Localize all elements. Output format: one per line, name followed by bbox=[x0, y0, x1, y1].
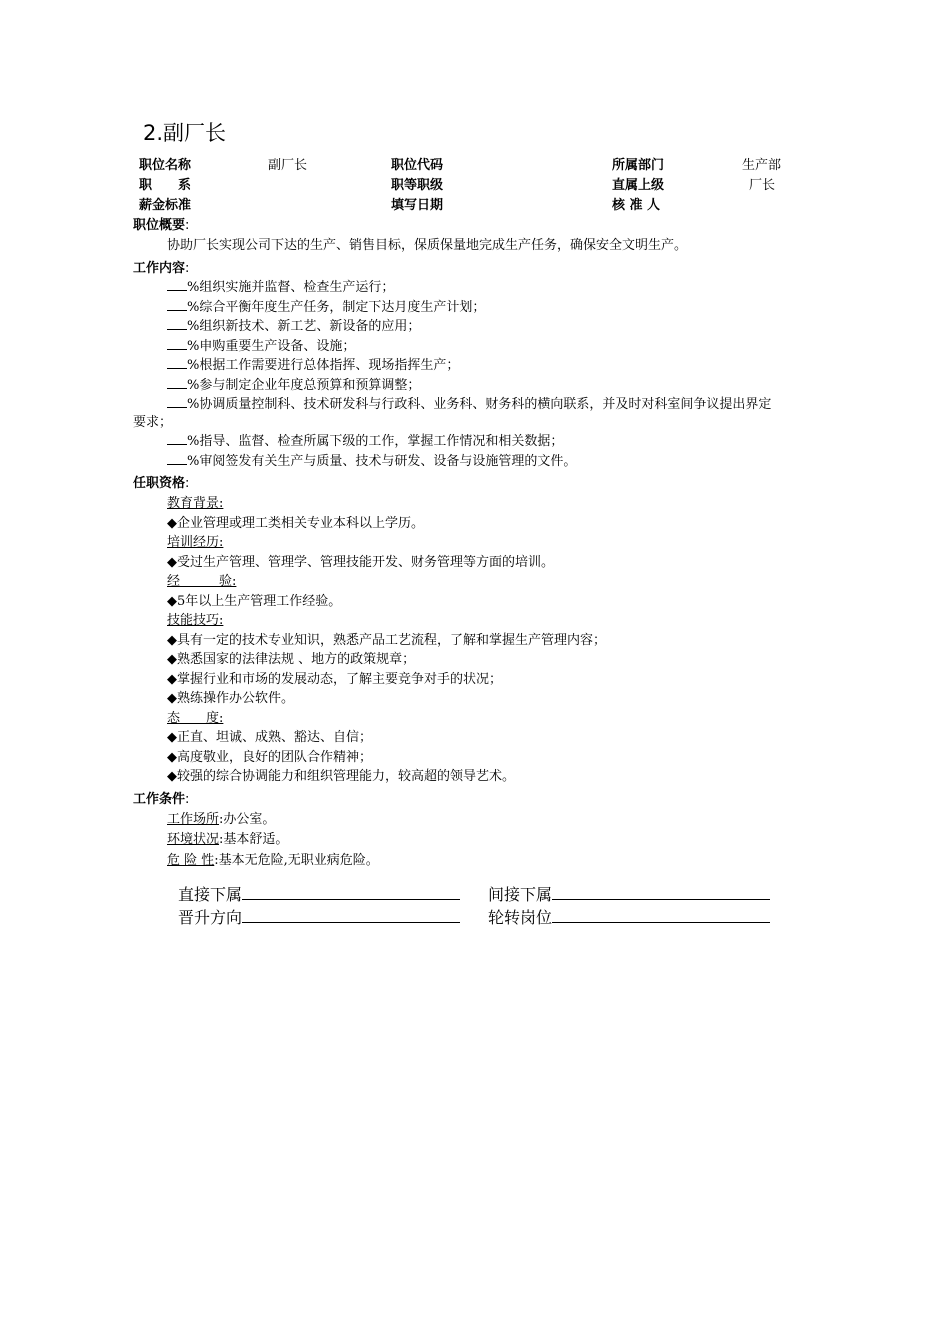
indirect-subordinate-field: 间接下属 bbox=[488, 882, 770, 905]
indirect-subordinate-blank bbox=[552, 883, 770, 900]
position-code-label: 职位代码 bbox=[391, 158, 444, 173]
work-item: %指导、监督、检查所属下级的工作，掌握工作情况和相关数据； bbox=[167, 430, 563, 449]
superior-value: 厂长 bbox=[749, 178, 776, 193]
grade-label: 职等职级 bbox=[391, 178, 444, 193]
work-item: %根据工作需要进行总体指挥、现场指挥生产； bbox=[167, 354, 459, 373]
salary-label: 薪金标准 bbox=[139, 198, 192, 213]
skills-label: 技能技巧: bbox=[167, 613, 224, 628]
attitude-item: ◆较强的综合协调能力和组织管理能力，较高超的领导艺术。 bbox=[167, 769, 515, 784]
education-text: ◆企业管理或理工类相关专业本科以上学历。 bbox=[167, 516, 424, 531]
overview-text: 协助厂长实现公司下达的生产、销售目标，保质保量地完成生产任务，确保安全文明生产。 bbox=[167, 238, 688, 253]
work-item: %组织实施并监督、检查生产运行； bbox=[167, 276, 394, 295]
work-item: %协调质量控制科、技术研发科与行政科、业务科、财务科的横向联系，并及时对科室间争议提出界定 bbox=[167, 393, 771, 412]
series-label: 职 系 bbox=[139, 178, 192, 193]
work-item: %组织新技术、新工艺、新设备的应用； bbox=[167, 315, 420, 334]
education-label: 教育背景: bbox=[167, 496, 224, 511]
promotion-field: 晋升方向 bbox=[178, 905, 460, 928]
skill-item: ◆具有一定的技术专业知识，熟悉产品工艺流程，了解和掌握生产管理内容； bbox=[167, 633, 606, 648]
page-title: 2.副厂长 bbox=[143, 121, 227, 145]
work-item: %参与制定企业年度总预算和预算调整； bbox=[167, 374, 420, 393]
condition-hazard: 危 险 性:基本无危险,无职业病危险。 bbox=[167, 853, 379, 868]
attitude-item: ◆高度敬业，良好的团队合作精神； bbox=[167, 750, 372, 765]
training-label: 培训经历: bbox=[167, 535, 224, 550]
experience-label: 经 验: bbox=[167, 574, 237, 589]
overview-heading: 职位概要: bbox=[133, 218, 190, 233]
skill-item: ◆掌握行业和市场的发展动态，了解主要竞争对手的状况； bbox=[167, 672, 502, 687]
department-value: 生产部 bbox=[742, 158, 782, 173]
date-label: 填写日期 bbox=[391, 198, 444, 213]
work-item-continuation: 要求； bbox=[133, 415, 173, 430]
rotation-blank bbox=[552, 906, 770, 923]
training-text: ◆受过生产管理、管理学、管理技能开发、财务管理等方面的培训。 bbox=[167, 555, 554, 570]
work-item: %申购重要生产设备、设施； bbox=[167, 335, 355, 354]
superior-label: 直属上级 bbox=[612, 178, 665, 193]
conditions-heading: 工作条件: bbox=[133, 792, 190, 807]
work-item: %综合平衡年度生产任务，制定下达月度生产计划； bbox=[167, 296, 485, 315]
position-name-value: 副厂长 bbox=[268, 158, 308, 173]
attitude-item: ◆正直、坦诚、成熟、豁达、自信； bbox=[167, 730, 372, 745]
direct-subordinate-blank bbox=[242, 883, 460, 900]
condition-environment: 环境状况:基本舒适。 bbox=[167, 832, 289, 847]
work-content-heading: 工作内容: bbox=[133, 261, 190, 276]
attitude-label: 态 度: bbox=[167, 711, 224, 726]
promotion-blank bbox=[242, 906, 460, 923]
qualifications-heading: 任职资格: bbox=[133, 476, 190, 491]
condition-place: 工作场所:办公室。 bbox=[167, 812, 276, 827]
work-item: %审阅签发有关生产与质量、技术与研发、设备与设施管理的文件。 bbox=[167, 450, 576, 469]
approver-label: 核 准 人 bbox=[612, 198, 661, 213]
skill-item: ◆熟练操作办公软件。 bbox=[167, 691, 294, 706]
direct-subordinate-field: 直接下属 bbox=[178, 882, 460, 905]
department-label: 所属部门 bbox=[612, 158, 665, 173]
skill-item: ◆熟悉国家的法律法规 、地方的政策规章； bbox=[167, 652, 416, 667]
rotation-field: 轮转岗位 bbox=[488, 905, 770, 928]
experience-text: ◆5年以上生产管理工作经验。 bbox=[167, 594, 342, 609]
position-name-label: 职位名称 bbox=[139, 158, 192, 173]
